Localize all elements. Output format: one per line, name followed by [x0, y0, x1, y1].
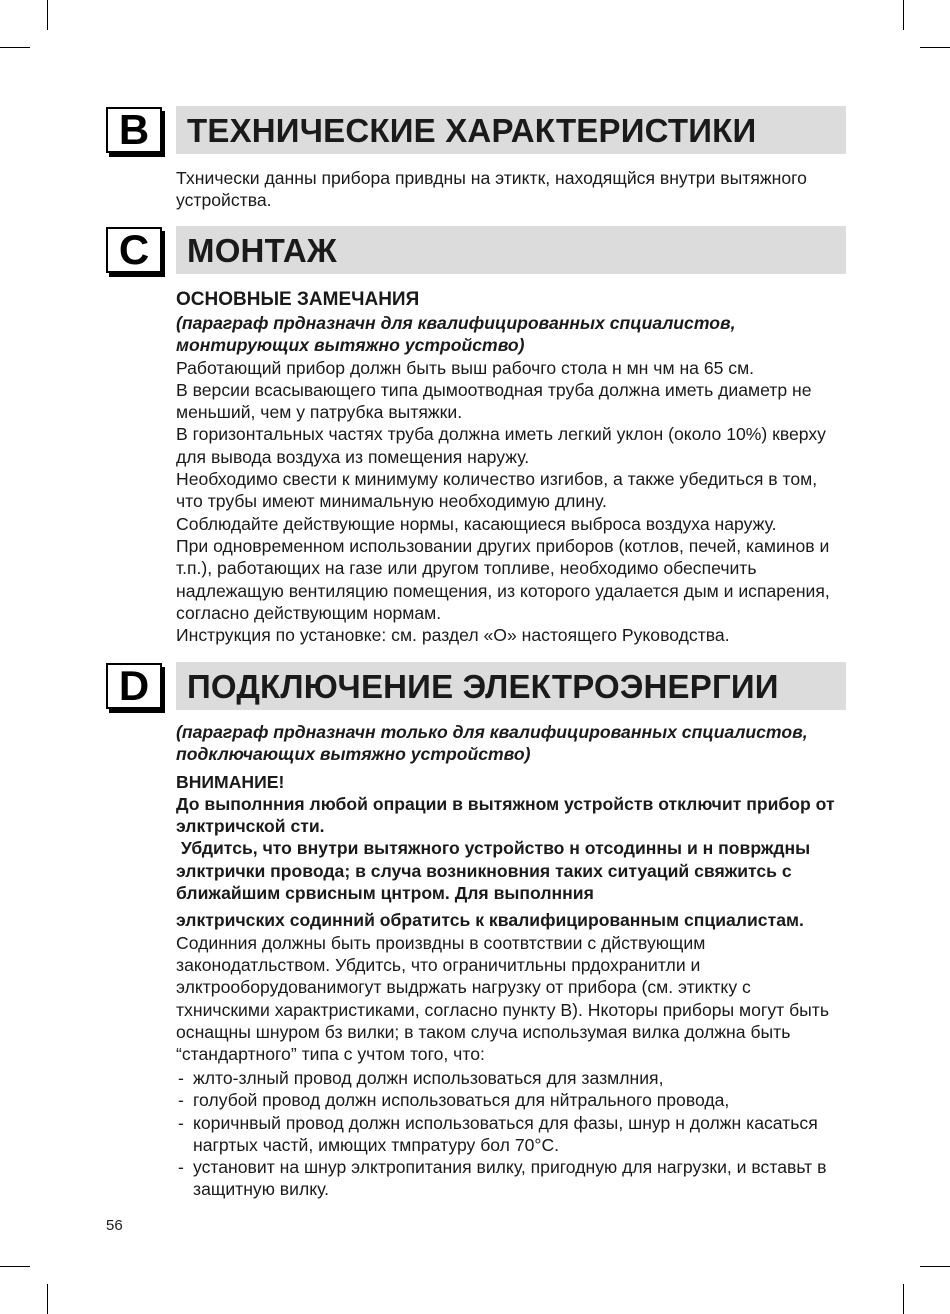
list-item-text: установит на шнур элктропитания вилку, пригодную для нагрузки, и вставьт в защитную вилку.: [193, 1157, 827, 1200]
section-letter-b: B: [106, 107, 162, 153]
crop-mark: [0, 47, 30, 48]
section-subtitle: ОСНОВНЫЕ ЗАМЕЧАНИЯ: [176, 289, 420, 310]
list-dash: -: [178, 1112, 184, 1133]
paragraph: Необходимо свести к минимуму количество изгибов, а также убедиться в том, что трубы имеют минимальную необходимую длину.: [176, 469, 818, 512]
paragraph: В версии всасывающего типа дымоотводная труба должна иметь диаметр не меньший, чем у патрубка вытяжки.: [176, 379, 812, 423]
warning-text: До выполнния любой опрации в вытяжном устройств отключит прибор от элктричской сти.: [176, 793, 835, 837]
wiring-list: [176, 1067, 848, 1201]
section-letter-d: D: [106, 663, 162, 709]
qualification-note: (параграф прдназначн для квалифицированных спциалистов,: [176, 313, 736, 333]
paragraph: Инструкция по установке: см. раздел «О» настоящего Руководства.: [176, 625, 730, 646]
list-item-text: голубой провод должн использоваться для нйтрального провода,: [193, 1090, 730, 1111]
paragraph: Работающий прибор должн быть выш рабочго стола н мн чм на 65 см.: [176, 357, 755, 378]
paragraph: При одновременном использовании других приборов (котлов, печей, каминов и т.п.), работающих на газе или другом топливе, необходимо обеспечить надлежащую вентиляцию помещения, из которого удалается дым и испарения, согласно действующим нормам.: [176, 535, 830, 623]
section-c-body: [176, 288, 848, 646]
section-title-d: ПОДКЛЮЧЕНИЕ ЭЛЕКТРОЭНЕРГИИ: [176, 662, 846, 710]
list-dash: -: [178, 1157, 184, 1178]
section-letter-c: C: [106, 227, 162, 273]
warning-text: элктричских содинний обратитсь к квалифицированным спциалистам.: [176, 910, 804, 931]
qualification-note: монтирующих вытяжно устройство): [176, 335, 525, 356]
page-number: 56: [106, 1217, 123, 1234]
list-item-text: коричнвый провод должн использоваться для фазы, шнур н должн касаться нагртых частй, имющих тмпратуру бол 70°C.: [193, 1112, 818, 1155]
crop-mark: [920, 47, 950, 48]
qualification-note: (параграф прдназначн только для квалифицированных спциалистов,: [176, 722, 808, 742]
section-b-body: [176, 167, 848, 212]
list-dash: -: [178, 1090, 184, 1111]
warning-text: Убдитсь, что внутри вытяжного устройство н отсодинны и н поврждны элктрички провода; в случа возникновния таких ситуаций свяжитсь с ближайшим срвисным цнтром. Для выполнния: [176, 838, 816, 904]
crop-mark: [47, 1284, 48, 1314]
paragraph: Тхнически данны прибора привдны на этиктк, находящйся внутри вытяжного устройства.: [176, 168, 807, 211]
list-item: [176, 1112, 848, 1157]
crop-mark: [47, 0, 48, 30]
crop-mark: [903, 1284, 904, 1314]
paragraph: Соблюдайте действующие нормы, касающиеся выброса воздуха наружу.: [176, 513, 777, 534]
list-item: [176, 1089, 848, 1111]
warning-title: ВНИМАНИЕ!: [176, 771, 285, 792]
section-d-body: [176, 721, 848, 1065]
crop-mark: [0, 1266, 30, 1267]
crop-mark: [920, 1266, 950, 1267]
crop-mark: [903, 0, 904, 30]
list-item: [176, 1156, 848, 1201]
paragraph: В горизонтальных частях труба должна иметь легкий уклон (около 10%) кверху для вывода воздуха из помещения наружу.: [176, 424, 826, 467]
list-dash: -: [178, 1068, 184, 1088]
section-title-b: ТЕХНИЧЕСКИЕ ХАРАКТЕРИСТИКИ: [176, 106, 846, 154]
paragraph: Содинния должны быть произвдны в соотвтствии с дйствующим законодатльством. Убдитсь, что ограничитльны прдохранитли и элктрооборудованимогут выдржать нагрузку от прибора (см. этиктку с тхничскими характристиками, согласно пункту В). Нкоторы приборы могут быть оснащны шнуром бз вилки; в таком случа использумая вилка должна быть “стандартного” типа с учтом того, что:: [176, 932, 830, 1065]
list-item: [176, 1067, 848, 1089]
section-title-c: МОНТАЖ: [176, 226, 846, 274]
qualification-note: подключающих вытяжно устройство): [176, 744, 531, 765]
list-item-text: жлто-злный провод должн использоваться для зазмлния,: [193, 1068, 664, 1088]
